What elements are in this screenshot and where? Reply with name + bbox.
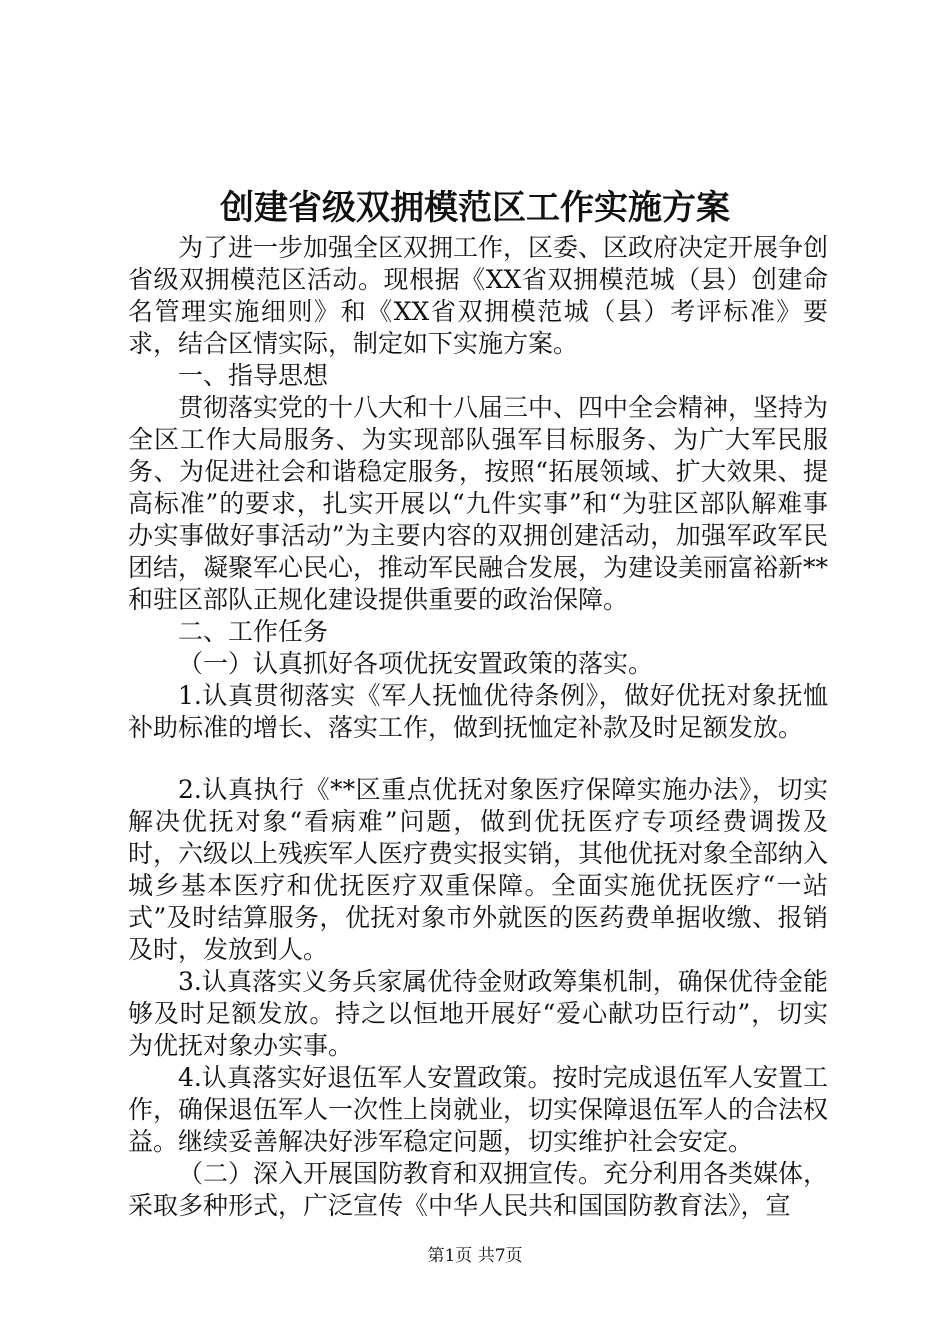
subsection-paragraph-2: （二）深入开展国防教育和双拥宣传。充分利用各类媒体，采取多种形式，广泛宣传《中华人民共和国国防教育法》，宣	[128, 1159, 829, 1220]
guiding-ideology-paragraph: 贯彻落实党的十八大和十八届三中、四中全会精神，坚持为全区工作大局服务、为实现部队强军目标服务、为广大军民服务、为促进社会和谐稳定服务，按照“拓展领域、扩大效果、提高标准”的要求，扎实开展以“九件实事”和“为驻区部队解难事办实事做好事活动”为主要内容的双拥创建活动，加强军政军民团结，凝聚军心民心，推动军民融合发展，为建设美丽富裕新**和驻区部队正规化建设提供重要的政治保障。	[128, 393, 829, 614]
page-number-footer: 第1页 共7页	[427, 1246, 523, 1266]
document-body	[128, 232, 828, 1222]
task-item-1: 1.认真贯彻落实《军人抚恤优待条例》，做好优抚对象抚恤补助标准的增长、落实工作，做到抚恤定补款及时足额发放。	[128, 681, 828, 742]
subsection-heading-1: （一）认真抓好各项优抚安置政策的落实。	[178, 649, 654, 678]
task-item-2: 2.认真执行《**区重点优抚对象医疗保障实施办法》，切实解决优抚对象“看病难”问题，做到优抚医疗专项经费调拨及时，六级以上残疾军人医疗费实报实销，其他优抚对象全部纳入城乡基本医疗和优抚医疗双重保障。全面实施优抚医疗“一站式”及时结算服务，优抚对象市外就医的医药费单据收缴、报销及时，发放到人。	[128, 775, 829, 964]
paragraph-gap	[128, 744, 828, 774]
task-item-3: 3.认真落实义务兵家属优待金财政筹集机制，确保优待金能够及时足额发放。持之以恒地开展好“爱心献功臣行动”，切实为优抚对象办实事。	[128, 967, 828, 1060]
document-title: 创建省级双拥模范区工作实施方案	[220, 188, 730, 228]
section-heading-work-tasks: 二、工作任务	[178, 617, 329, 646]
task-item-4: 4.认真落实好退伍军人安置政策。按时完成退伍军人安置工作，确保退伍军人一次性上岗就业，切实保障退伍军人的合法权益。继续妥善解决好涉军稳定问题，切实维护社会安定。	[128, 1063, 829, 1156]
intro-paragraph: 为了进一步加强全区双拥工作，区委、区政府决定开展争创省级双拥模范区活动。现根据《XX省双拥模范城（县）创建命名管理实施细则》和《XX省双拥模范城（县）考评标准》要求，结合区情实际，制定如下实施方案。	[128, 233, 829, 358]
section-heading-guiding-ideology: 一、指导思想	[178, 361, 329, 390]
